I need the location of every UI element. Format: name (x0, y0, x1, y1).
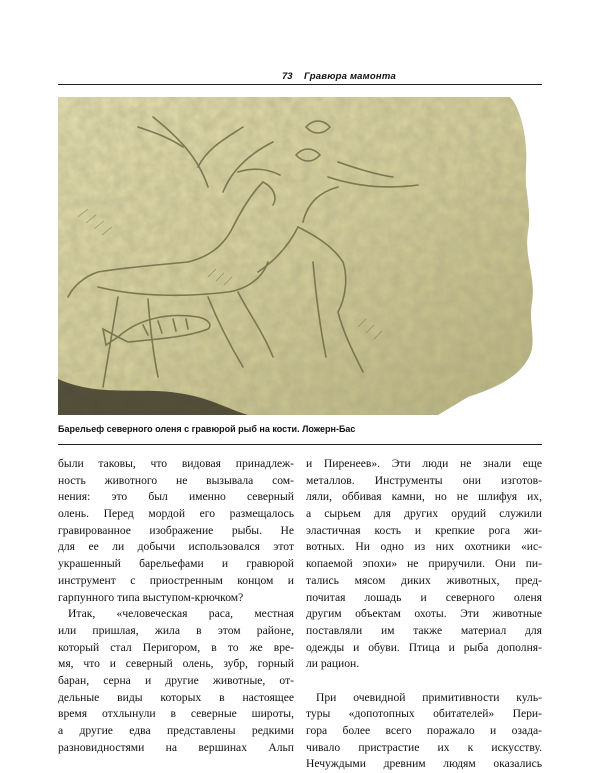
text-line: Итак, «человеческая раса, местная (68, 607, 294, 621)
text-line: При очевидной примитивности куль- (316, 690, 542, 704)
text-line: время отхлынули в северные широты, (58, 707, 294, 721)
text-line: нения: это был именно северный (58, 490, 294, 504)
text-line: вотных. Ни одно из них охотники «ис- (306, 540, 542, 554)
text-line: инструмент с приостренным концом и (58, 573, 294, 587)
text-line: гора более всего поражало и озада- (306, 724, 542, 737)
text-line: чивало пристрастие их к искусству. (306, 740, 542, 754)
running-header (58, 66, 542, 86)
text-line: Нечуждыми древним людям оказались (306, 757, 542, 771)
text-line: для ее ли добычи использовался этот (58, 540, 294, 554)
text-column-left (58, 456, 294, 756)
text-line: дельные виды которых в настоящее (58, 690, 294, 704)
text-line: а сырьем для других орудий служили (306, 507, 542, 521)
text-line: а другие едва представлены редкими (58, 724, 294, 737)
text-line: гарпунного типа выступом-крючком? (58, 590, 244, 604)
text-line: эластичная кость и крепкие рога жи- (306, 523, 542, 537)
text-line: поставляли им также материал для (306, 623, 542, 637)
text-line: гравированное изображение рыбы. Не (58, 523, 294, 537)
header-rule (58, 84, 542, 85)
text-line: одежды и обуви. Птица и рыба дополня- (306, 640, 542, 654)
text-line: ли рацион. (306, 657, 360, 671)
caption-rule (58, 444, 542, 445)
text-line: украшенный барельефами и гравюрой (58, 557, 294, 571)
text-line: были таковы, что видовая принадлеж- (58, 457, 294, 470)
text-line: баран, серна и другие животные, от- (58, 673, 294, 687)
figure-photo (58, 97, 542, 415)
text-line: копаемой эпохи» не приручили. Они пи- (306, 557, 542, 571)
text-line: мя, что и северный олень, зубр, горный (58, 657, 294, 671)
text-line: ность животного не вызывала сом- (58, 473, 294, 487)
running-title: Гравюра мамонта (304, 71, 396, 82)
text-line: или пришлая, жила в этом районе, (58, 623, 294, 637)
text-line: почитая лошадь и северного оленя (306, 590, 542, 604)
text-line: металлов. Инструменты они изготов- (306, 473, 542, 487)
text-line: и Пиренеев». Эти люди не знали еще (306, 457, 542, 470)
page-number: 73 (282, 71, 293, 82)
text-line: другим объектам охоты. Эти животные (306, 607, 542, 621)
text-line: тались мясом диких животных, пред- (306, 573, 542, 587)
text-line: олень. Перед мордой его размещалось (58, 507, 294, 521)
text-line: разновидностями на вершинах Альп (58, 740, 294, 754)
text-line: туры «допотопных обитателей» Пери- (306, 707, 542, 721)
text-line: который стал Перигором, в то же вре- (58, 640, 294, 654)
text-line (306, 673, 542, 690)
bone-engraving-image (58, 97, 542, 415)
text-line: ляли, оббивая камни, но не шлифуя их, (306, 490, 542, 504)
figure-caption: Барельеф северного оленя с гравюрой рыб на кости. Ложерн-Бас (58, 424, 356, 434)
text-column-right (306, 456, 542, 773)
